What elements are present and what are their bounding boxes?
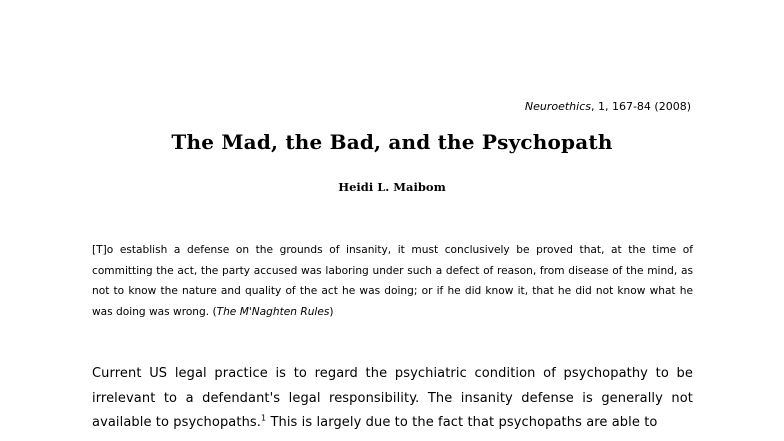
footnote-marker[interactable]: 1	[261, 413, 267, 423]
journal-name: Neuroethics	[524, 100, 591, 113]
epigraph-text: [T]o establish a defense on the grounds of insanity, it must conclusively be proved that, at the time of committing the act, the party accused was laboring under such a defect of reason, from disease of the mind, as not to know the nature and quality of the act he was doing; or if he did know it, that he did not know what he was doing was wrong. (	[92, 244, 693, 318]
epigraph-source: The M'Naghten Rules	[216, 305, 330, 318]
paper-title: The Mad, the Bad, and the Psychopath	[171, 130, 613, 154]
author-name: Heidi L. Maibom	[338, 180, 446, 194]
epigraph-quote	[92, 240, 693, 322]
body-text-part2: This is largely due to the fact that psychopaths are able to	[266, 415, 658, 430]
journal-citation	[525, 100, 691, 113]
citation-details: , 1, 167-84 (2008)	[590, 100, 691, 113]
body-text-part1: Current US legal practice is to regard the psychiatric condition of psychopathy to be irrelevant to a defendant's legal responsibility. The insanity defense is generally not available to psychopaths.	[92, 366, 693, 430]
epigraph-close: )	[329, 305, 334, 318]
body-paragraph	[92, 362, 693, 436]
